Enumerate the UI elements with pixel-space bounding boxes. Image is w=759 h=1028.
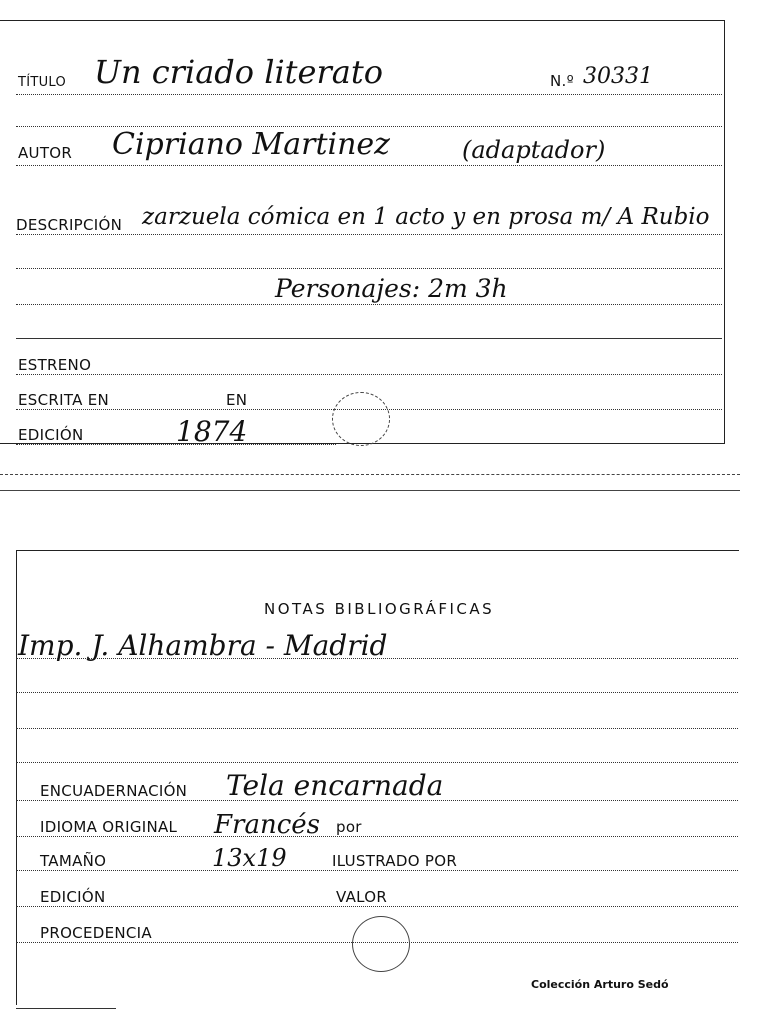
- valor-label: VALOR: [336, 888, 388, 906]
- por-label: por: [336, 818, 362, 836]
- autor-note: (adaptador): [462, 136, 606, 164]
- estreno-line: [16, 374, 722, 375]
- notas-line-1: [16, 658, 738, 659]
- scan-edge-top: [0, 474, 740, 475]
- tamano-value: 13x19: [212, 844, 287, 872]
- autor-value: Cipriano Martinez: [112, 127, 390, 162]
- descripcion-line: [16, 234, 722, 235]
- encuadernacion-label: ENCUADERNACIÓN: [40, 782, 188, 800]
- descripcion-value: zarzuela cómica en 1 acto y en prosa m/ A Rubio: [142, 204, 710, 230]
- escrita-en-label: ESCRITA EN: [18, 391, 110, 409]
- autor-line: [16, 126, 722, 127]
- encuadernacion-line: [16, 800, 738, 801]
- tamano-line: [16, 870, 738, 871]
- encuadernacion-value: Tela encarnada: [226, 769, 444, 802]
- en-label: EN: [226, 391, 248, 409]
- autor-label: AUTOR: [18, 144, 73, 162]
- descripcion-label: DESCRIPCIÓN: [16, 216, 123, 234]
- notas-heading: NOTAS BIBLIOGRÁFICAS: [264, 600, 495, 618]
- edicion-value: 1874: [176, 415, 248, 448]
- bottom-edge: [16, 1008, 116, 1009]
- ilustrado-label: ILUSTRADO POR: [332, 852, 458, 870]
- titulo-line: [16, 94, 722, 95]
- notas-line-3: [16, 728, 738, 729]
- estreno-label: ESTRENO: [18, 356, 92, 374]
- scan-edge-top-2: [0, 490, 740, 491]
- procedencia-label: PROCEDENCIA: [40, 924, 152, 942]
- idioma-value: Francés: [214, 810, 321, 840]
- edicion-label: EDICIÓN: [18, 426, 84, 444]
- titulo-value: Un criado literato: [94, 53, 383, 91]
- descripcion-line-3: [16, 304, 722, 305]
- numero-value: 30331: [583, 64, 653, 89]
- descripcion-line-4: [16, 338, 722, 339]
- notas-line-2: [16, 692, 738, 693]
- tamano-label: TAMAÑO: [40, 852, 107, 870]
- stamp-circle-bottom: [352, 916, 410, 972]
- coleccion-footer: Colección Arturo Sedó: [531, 978, 669, 991]
- numero-label: N.º: [550, 72, 574, 90]
- stamp-circle-top: [332, 392, 390, 446]
- descripcion-line-2: [16, 268, 722, 269]
- descripcion-value-2: Personajes: 2m 3h: [275, 274, 508, 303]
- notas-value: Imp. J. Alhambra - Madrid: [18, 629, 388, 662]
- idioma-line: [16, 836, 738, 837]
- autor-underline: [16, 165, 722, 166]
- notas-line-4: [16, 762, 738, 763]
- titulo-label: TÍTULO: [18, 75, 67, 90]
- idioma-label: IDIOMA ORIGINAL: [40, 818, 178, 836]
- edicion-bottom-label: EDICIÓN: [40, 888, 106, 906]
- edicion-line: [16, 444, 336, 445]
- edicion-bottom-line: [16, 906, 738, 907]
